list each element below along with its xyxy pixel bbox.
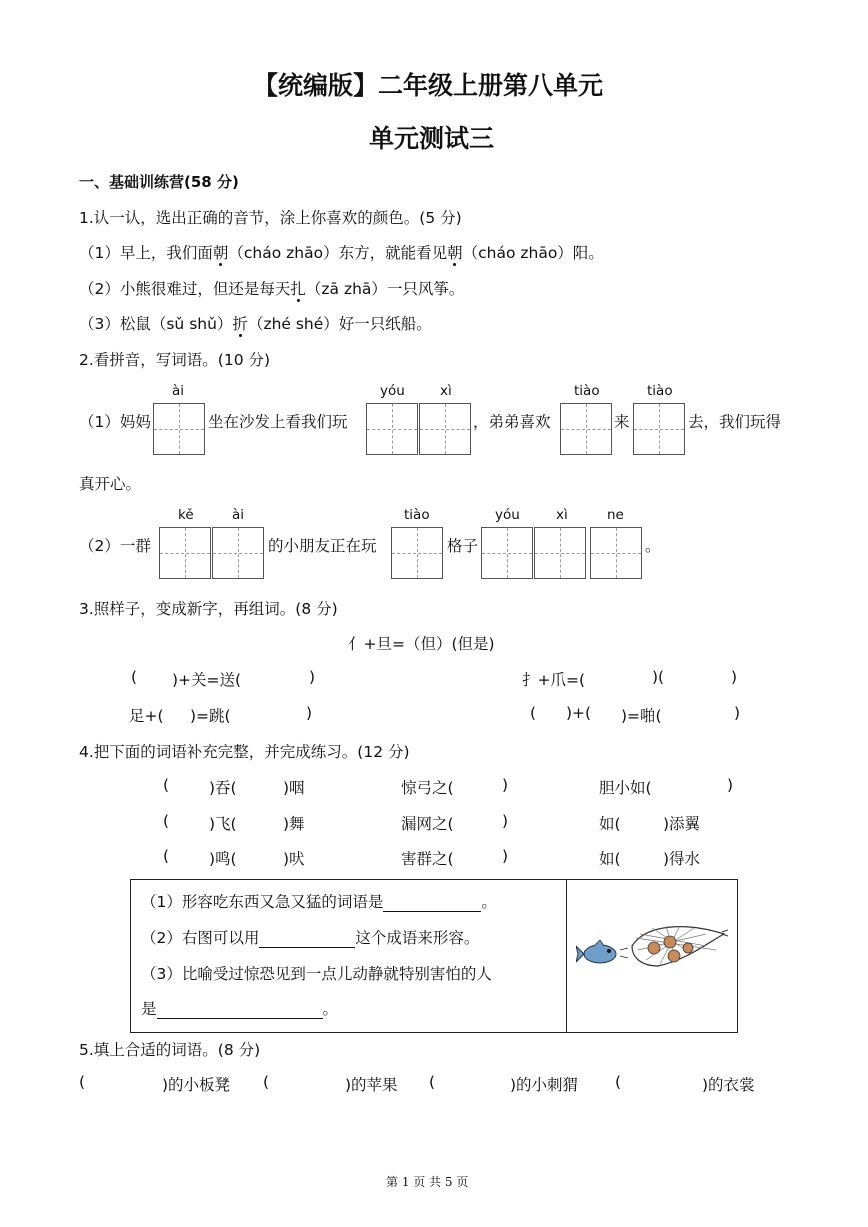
pinyin: kě	[178, 507, 194, 523]
sentence-text: 的小朋友正在玩	[268, 537, 377, 555]
paren-close: )	[502, 847, 509, 865]
idiom-text: )咽	[283, 779, 305, 797]
idiom-text: 害群之(	[401, 850, 454, 868]
dotted-char: 折	[232, 315, 248, 333]
idiom-text: )吠	[283, 850, 305, 868]
sentence-text: （2）一群	[79, 537, 151, 555]
page-subtitle: 单元测试三	[369, 124, 495, 153]
writing-box[interactable]	[212, 527, 264, 579]
paren-close: )	[731, 668, 738, 686]
question-5-heading: 5.填上合适的词语。(8 分)	[79, 1041, 261, 1059]
text: 。	[481, 893, 497, 911]
practice-line-4	[141, 997, 338, 1019]
writing-box[interactable]	[366, 403, 418, 455]
idiom-text: )得水	[663, 850, 701, 868]
text: （cháo zhāo）东方，就能看见	[228, 244, 448, 262]
idiom-text: )鸣(	[209, 850, 237, 868]
practice-line-3: （3）比喻受过惊恐见到一点儿动静就特别害怕的人	[141, 965, 492, 983]
paren-close: )	[734, 704, 741, 722]
fill-text: )的苹果	[345, 1076, 398, 1094]
pinyin: tiào	[647, 383, 673, 399]
text: 这个成语来形容。	[355, 929, 480, 947]
pinyin: tiào	[574, 383, 600, 399]
pinyin: yóu	[495, 507, 520, 523]
paren-open: (	[163, 847, 170, 865]
question-3-heading: 3.照样子，变成新字，再组词。(8 分)	[79, 600, 338, 618]
fish-net-illustration	[576, 920, 728, 976]
paren-open: (	[79, 1073, 86, 1091]
fill-text: )的衣裳	[702, 1076, 755, 1094]
answer-blank[interactable]	[157, 1002, 323, 1019]
idiom-text: )飞(	[209, 815, 237, 833]
writing-box[interactable]	[419, 403, 471, 455]
blank-text: )=啪(	[621, 707, 662, 725]
sentence-text: 来	[614, 413, 630, 431]
pinyin: xì	[440, 383, 452, 399]
pinyin: tiào	[404, 507, 430, 523]
text: （2）小熊很难过，但还是每天	[79, 280, 291, 298]
pinyin: ài	[172, 383, 185, 399]
paren-open: (	[163, 812, 170, 830]
text: （1）形容吃东西又急又猛的词语是	[141, 893, 384, 911]
sentence-text: 坐在沙发上看我们玩	[208, 413, 348, 431]
writing-box[interactable]	[534, 527, 586, 579]
idiom-text: 惊弓之(	[401, 779, 454, 797]
box-divider	[566, 879, 567, 1033]
writing-box[interactable]	[159, 527, 211, 579]
paren-close: )	[727, 776, 734, 794]
idiom-text: 胆小如(	[599, 779, 652, 797]
writing-box[interactable]	[590, 527, 642, 579]
text: 。	[322, 1000, 339, 1018]
paren-open: (	[530, 704, 537, 722]
question-1-line-1	[79, 241, 604, 263]
pinyin: xì	[556, 507, 568, 523]
writing-box[interactable]	[153, 403, 205, 455]
pinyin: ài	[232, 507, 245, 523]
paren-open: (	[429, 1073, 436, 1091]
sentence-text: 去，我们玩得	[688, 413, 782, 431]
sentence-text: ，弟弟喜欢	[473, 413, 551, 431]
sentence-text: 格子	[447, 537, 479, 555]
sentence-text: （1）妈妈	[79, 413, 151, 431]
question-1-heading: 1.认一认，选出正确的音节，涂上你喜欢的颜色。(5 分)	[79, 209, 462, 227]
question-1-line-3	[79, 312, 432, 334]
pinyin: yóu	[380, 383, 405, 399]
text: （2）右图可以用	[141, 929, 260, 947]
fill-text: )的小板凳	[162, 1076, 231, 1094]
text: （cháo zhāo）阳。	[462, 244, 604, 262]
blank-text: )+(	[566, 704, 592, 722]
text: （1）早上，我们面	[79, 244, 213, 262]
pinyin: ne	[607, 507, 624, 523]
paren-close: )	[309, 668, 316, 686]
page-footer: 第 1 页 共 5 页	[386, 1175, 469, 1189]
sentence-text: 。	[645, 537, 661, 555]
blank-text: )=跳(	[190, 707, 231, 725]
text: （3）松鼠（sǔ shǔ）	[79, 315, 233, 333]
paren-close: )	[502, 776, 509, 794]
practice-line-1	[141, 890, 497, 912]
example-line: 亻+旦=（但）(但是)	[348, 635, 495, 653]
text: （zā zhā）一只风筝。	[305, 280, 465, 298]
blank-text: )(	[652, 668, 665, 686]
question-2-heading: 2.看拼音，写词语。(10 分)	[79, 351, 271, 369]
fish-icon	[576, 940, 628, 963]
writing-box[interactable]	[391, 527, 443, 579]
idiom-text: )添翼	[663, 815, 701, 833]
writing-box[interactable]	[560, 403, 612, 455]
question-4-heading: 4.把下面的词语补充完整，并完成练习。(12 分)	[79, 743, 410, 761]
paren-open: (	[615, 1073, 622, 1091]
page-title: 【统编版】二年级上册第八单元	[253, 71, 604, 100]
paren-open: (	[131, 668, 138, 686]
question-1-line-2	[79, 277, 464, 299]
text: 是	[141, 1000, 157, 1018]
net-icon	[632, 926, 728, 966]
paren-open: (	[163, 776, 170, 794]
paren-close: )	[306, 704, 313, 722]
blank-text: 足+(	[129, 707, 164, 725]
blank-text: 扌+爪=(	[522, 671, 586, 689]
answer-blank[interactable]	[383, 895, 481, 912]
answer-blank[interactable]	[259, 931, 355, 948]
paren-open: (	[263, 1073, 270, 1091]
fill-text: )的小刺猬	[510, 1076, 579, 1094]
text: （zhé shé）好一只纸船。	[247, 315, 432, 333]
section-heading: 一、基础训练营(58 分)	[79, 173, 239, 191]
idiom-text: 如(	[599, 850, 621, 868]
blank-text: )+关=送(	[172, 671, 242, 689]
practice-line-2	[141, 926, 479, 948]
idiom-text: 漏网之(	[401, 815, 454, 833]
idiom-text: )吞(	[209, 779, 237, 797]
idiom-text: 如(	[599, 815, 621, 833]
writing-box[interactable]	[633, 403, 685, 455]
idiom-text: )舞	[283, 815, 305, 833]
dotted-char: 朝	[212, 244, 229, 262]
dotted-char: 扎	[290, 280, 306, 298]
dotted-char: 朝	[447, 244, 463, 262]
writing-box[interactable]	[481, 527, 533, 579]
sentence-text: 真开心。	[79, 475, 142, 493]
paren-close: )	[502, 812, 509, 830]
